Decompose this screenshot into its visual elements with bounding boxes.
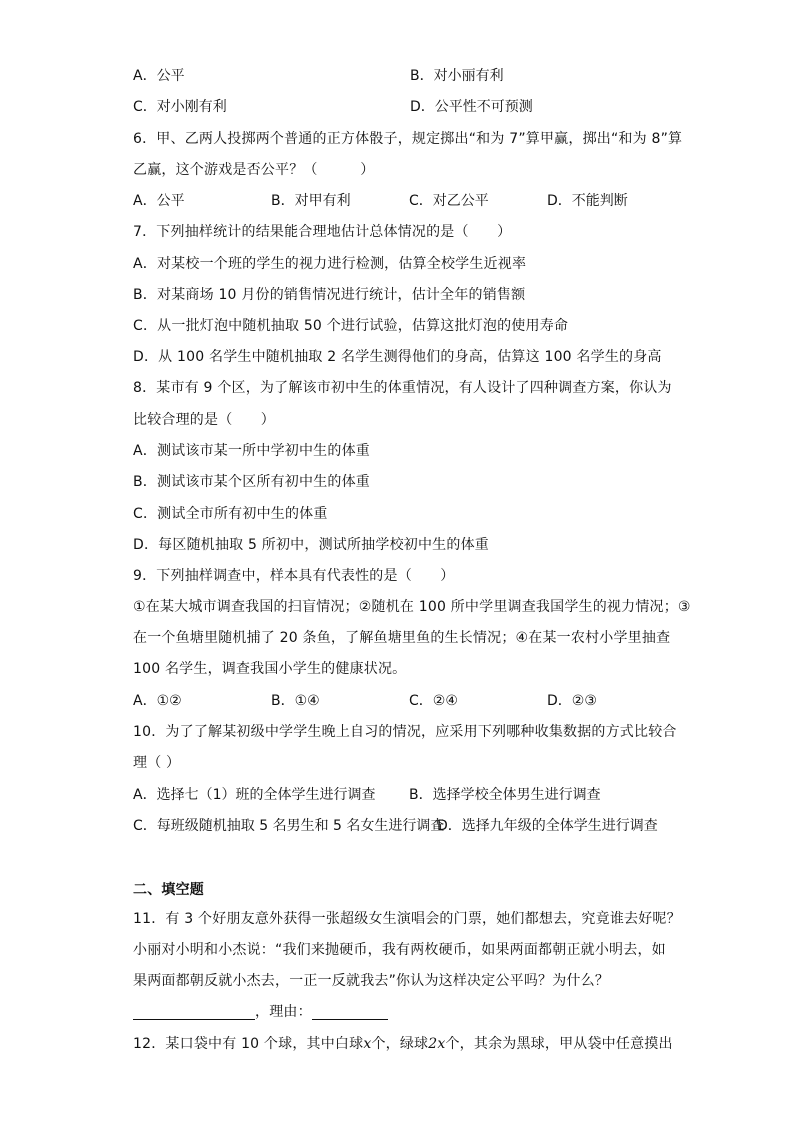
q8-option-a: A．测试该市某一所中学初中生的体重 xyxy=(133,443,370,459)
q12-variable-2x: 2x xyxy=(428,1036,446,1052)
answer-blank[interactable] xyxy=(133,1005,255,1020)
q9-line1: ①在某大城市调查我国的扫盲情况；②随机在 100 所中学里调查我国学生的视力情况；③ xyxy=(133,599,691,615)
reason-blank[interactable] xyxy=(312,1005,388,1020)
q12-stem xyxy=(133,1036,673,1052)
section-heading-fill-in: 二、填空题 xyxy=(133,882,204,898)
q12-part3: 个，其余为黑球，甲从袋中任意摸出 xyxy=(445,1036,673,1052)
q10-option-a: A．选择七（1）班的全体学生进行调查 xyxy=(133,787,376,803)
q7-option-b: B．对某商场 10 月份的销售情况进行统计，估计全年的销售额 xyxy=(133,287,526,303)
q11-stem-line2: 小丽对小明和小杰说：“我们来抛硬币，我有两枚硬币，如果两面都朝正就小明去，如 xyxy=(133,942,666,958)
q6-stem-line1: 6．甲、乙两人投掷两个普通的正方体骰子，规定掷出“和为 7”算甲赢，掷出“和为 8”算 xyxy=(133,131,683,147)
q6-option-a: A．公平 xyxy=(133,193,185,209)
q9-option-c: C．②④ xyxy=(409,693,458,709)
q6-option-b: B．对甲有利 xyxy=(271,193,351,209)
q8-option-d: D．每区随机抽取 5 所初中，测试所抽学校初中生的体重 xyxy=(133,537,489,553)
q9-stem: 9．下列抽样调查中，样本具有代表性的是（ ） xyxy=(133,568,455,584)
q9-line3: 100 名学生，调查我国小学生的健康状况。 xyxy=(133,661,407,677)
reason-label: ，理由： xyxy=(255,1004,312,1020)
q6-option-c: C．对乙公平 xyxy=(409,193,489,209)
q9-option-b: B．①④ xyxy=(271,693,320,709)
q9-line2: 在一个鱼塘里随机捕了 20 条鱼，了解鱼塘里鱼的生长情况；④在某一农村小学里抽查 xyxy=(133,630,671,646)
q11-stem-line3: 果两面都朝反就小杰去，一正一反就我去”你认为这样决定公平吗？为什么？ xyxy=(133,973,610,989)
q8-option-c: C．测试全市所有初中生的体重 xyxy=(133,506,328,522)
q10-stem-line1: 10．为了了解某初级中学学生晚上自习的情况，应采用下列哪种收集数据的方式比较合 xyxy=(133,724,677,740)
q7-option-d: D．从 100 名学生中随机抽取 2 名学生测得他们的身高，估算这 100 名学生的身高 xyxy=(133,349,662,365)
q5-option-a: A．公平 xyxy=(133,68,185,84)
q8-stem-line1: 8．某市有 9 个区，为了解该市初中生的体重情况，有人设计了四种调查方案，你认为 xyxy=(133,380,672,396)
q11-answer-line xyxy=(133,1004,388,1020)
q5-option-c: C．对小刚有利 xyxy=(133,99,227,115)
q7-stem: 7．下列抽样统计的结果能合理地估计总体情况的是（ ） xyxy=(133,224,512,240)
q7-option-c: C．从一批灯泡中随机抽取 50 个进行试验，估算这批灯泡的使用寿命 xyxy=(133,318,569,334)
q10-stem-line2: 理（ ） xyxy=(133,755,181,771)
q10-option-c: C．每班级随机抽取 5 名男生和 5 名女生进行调查 xyxy=(133,818,445,834)
q6-option-d: D．不能判断 xyxy=(547,193,628,209)
q8-stem-line2: 比较合理的是（ ） xyxy=(133,412,275,428)
q10-option-d: D．选择九年级的全体学生进行调查 xyxy=(437,818,658,834)
q5-option-b: B．对小丽有利 xyxy=(410,68,504,84)
q12-part2: 个，绿球 xyxy=(371,1036,429,1052)
q10-option-b: B．选择学校全体男生进行调查 xyxy=(409,787,601,803)
q8-option-b: B．测试该市某个区所有初中生的体重 xyxy=(133,474,371,490)
q11-stem-line1: 11．有 3 个好朋友意外获得一张超级女生演唱会的门票，她们都想去，究竟谁去好呢？ xyxy=(133,911,681,927)
q7-option-a: A．对某校一个班的学生的视力进行检测，估算全校学生近视率 xyxy=(133,256,527,272)
q9-option-a: A．①② xyxy=(133,693,182,709)
q9-option-d: D．②③ xyxy=(547,693,597,709)
q12-part1: 12．某口袋中有 10 个球，其中白球 xyxy=(133,1036,364,1052)
q12-variable-x: x xyxy=(363,1036,372,1052)
q6-stem-line2: 乙赢，这个游戏是否公平？（ ） xyxy=(133,162,375,178)
q5-option-d: D．公平性不可预测 xyxy=(410,99,533,115)
